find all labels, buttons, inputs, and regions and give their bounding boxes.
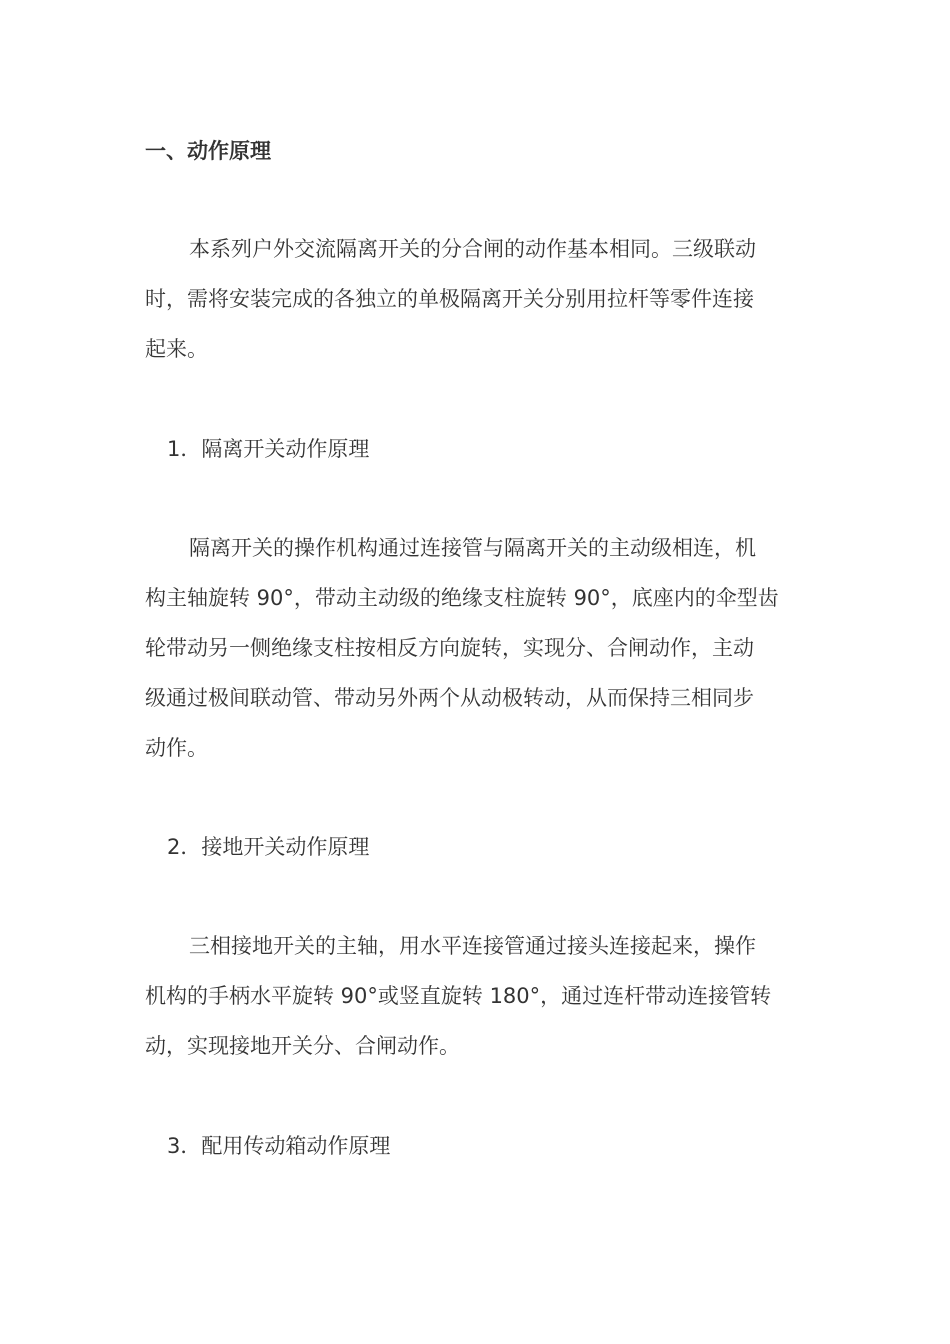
- paragraph-line: 三相接地开关的主轴，用水平连接管通过接头连接起来，操作: [189, 934, 756, 958]
- paragraph-line: 起来。: [145, 337, 208, 361]
- paragraph-line: 本系列户外交流隔离开关的分合闸的动作基本相同。三级联动: [189, 237, 756, 261]
- subsection-title-1: 1．隔离开关动作原理: [167, 437, 370, 461]
- section-heading: 一、动作原理: [145, 139, 271, 163]
- paragraph-line: 动，实现接地开关分、合闸动作。: [145, 1034, 460, 1058]
- paragraph-line: 机构的手柄水平旋转 90°或竖直旋转 180°，通过连杆带动连接管转: [145, 984, 772, 1008]
- subsection-paragraph-2: [145, 921, 815, 1071]
- paragraph-line: 动作。: [145, 736, 208, 760]
- intro-paragraph: [145, 224, 815, 374]
- subsection-title-2: 2．接地开关动作原理: [167, 835, 370, 859]
- subsection-paragraph-1: [145, 523, 815, 773]
- paragraph-line: 隔离开关的操作机构通过连接管与隔离开关的主动级相连，机: [189, 536, 756, 560]
- paragraph-line: 构主轴旋转 90°，带动主动级的绝缘支柱旋转 90°，底座内的伞型齿: [145, 586, 779, 610]
- subsection-title-3: 3．配用传动箱动作原理: [167, 1134, 391, 1158]
- paragraph-line: 轮带动另一侧绝缘支柱按相反方向旋转，实现分、合闸动作，主动: [145, 636, 754, 660]
- paragraph-line: 级通过极间联动管、带动另外两个从动极转动，从而保持三相同步: [145, 686, 754, 710]
- paragraph-line: 时，需将安装完成的各独立的单极隔离开关分别用拉杆等零件连接: [145, 287, 754, 311]
